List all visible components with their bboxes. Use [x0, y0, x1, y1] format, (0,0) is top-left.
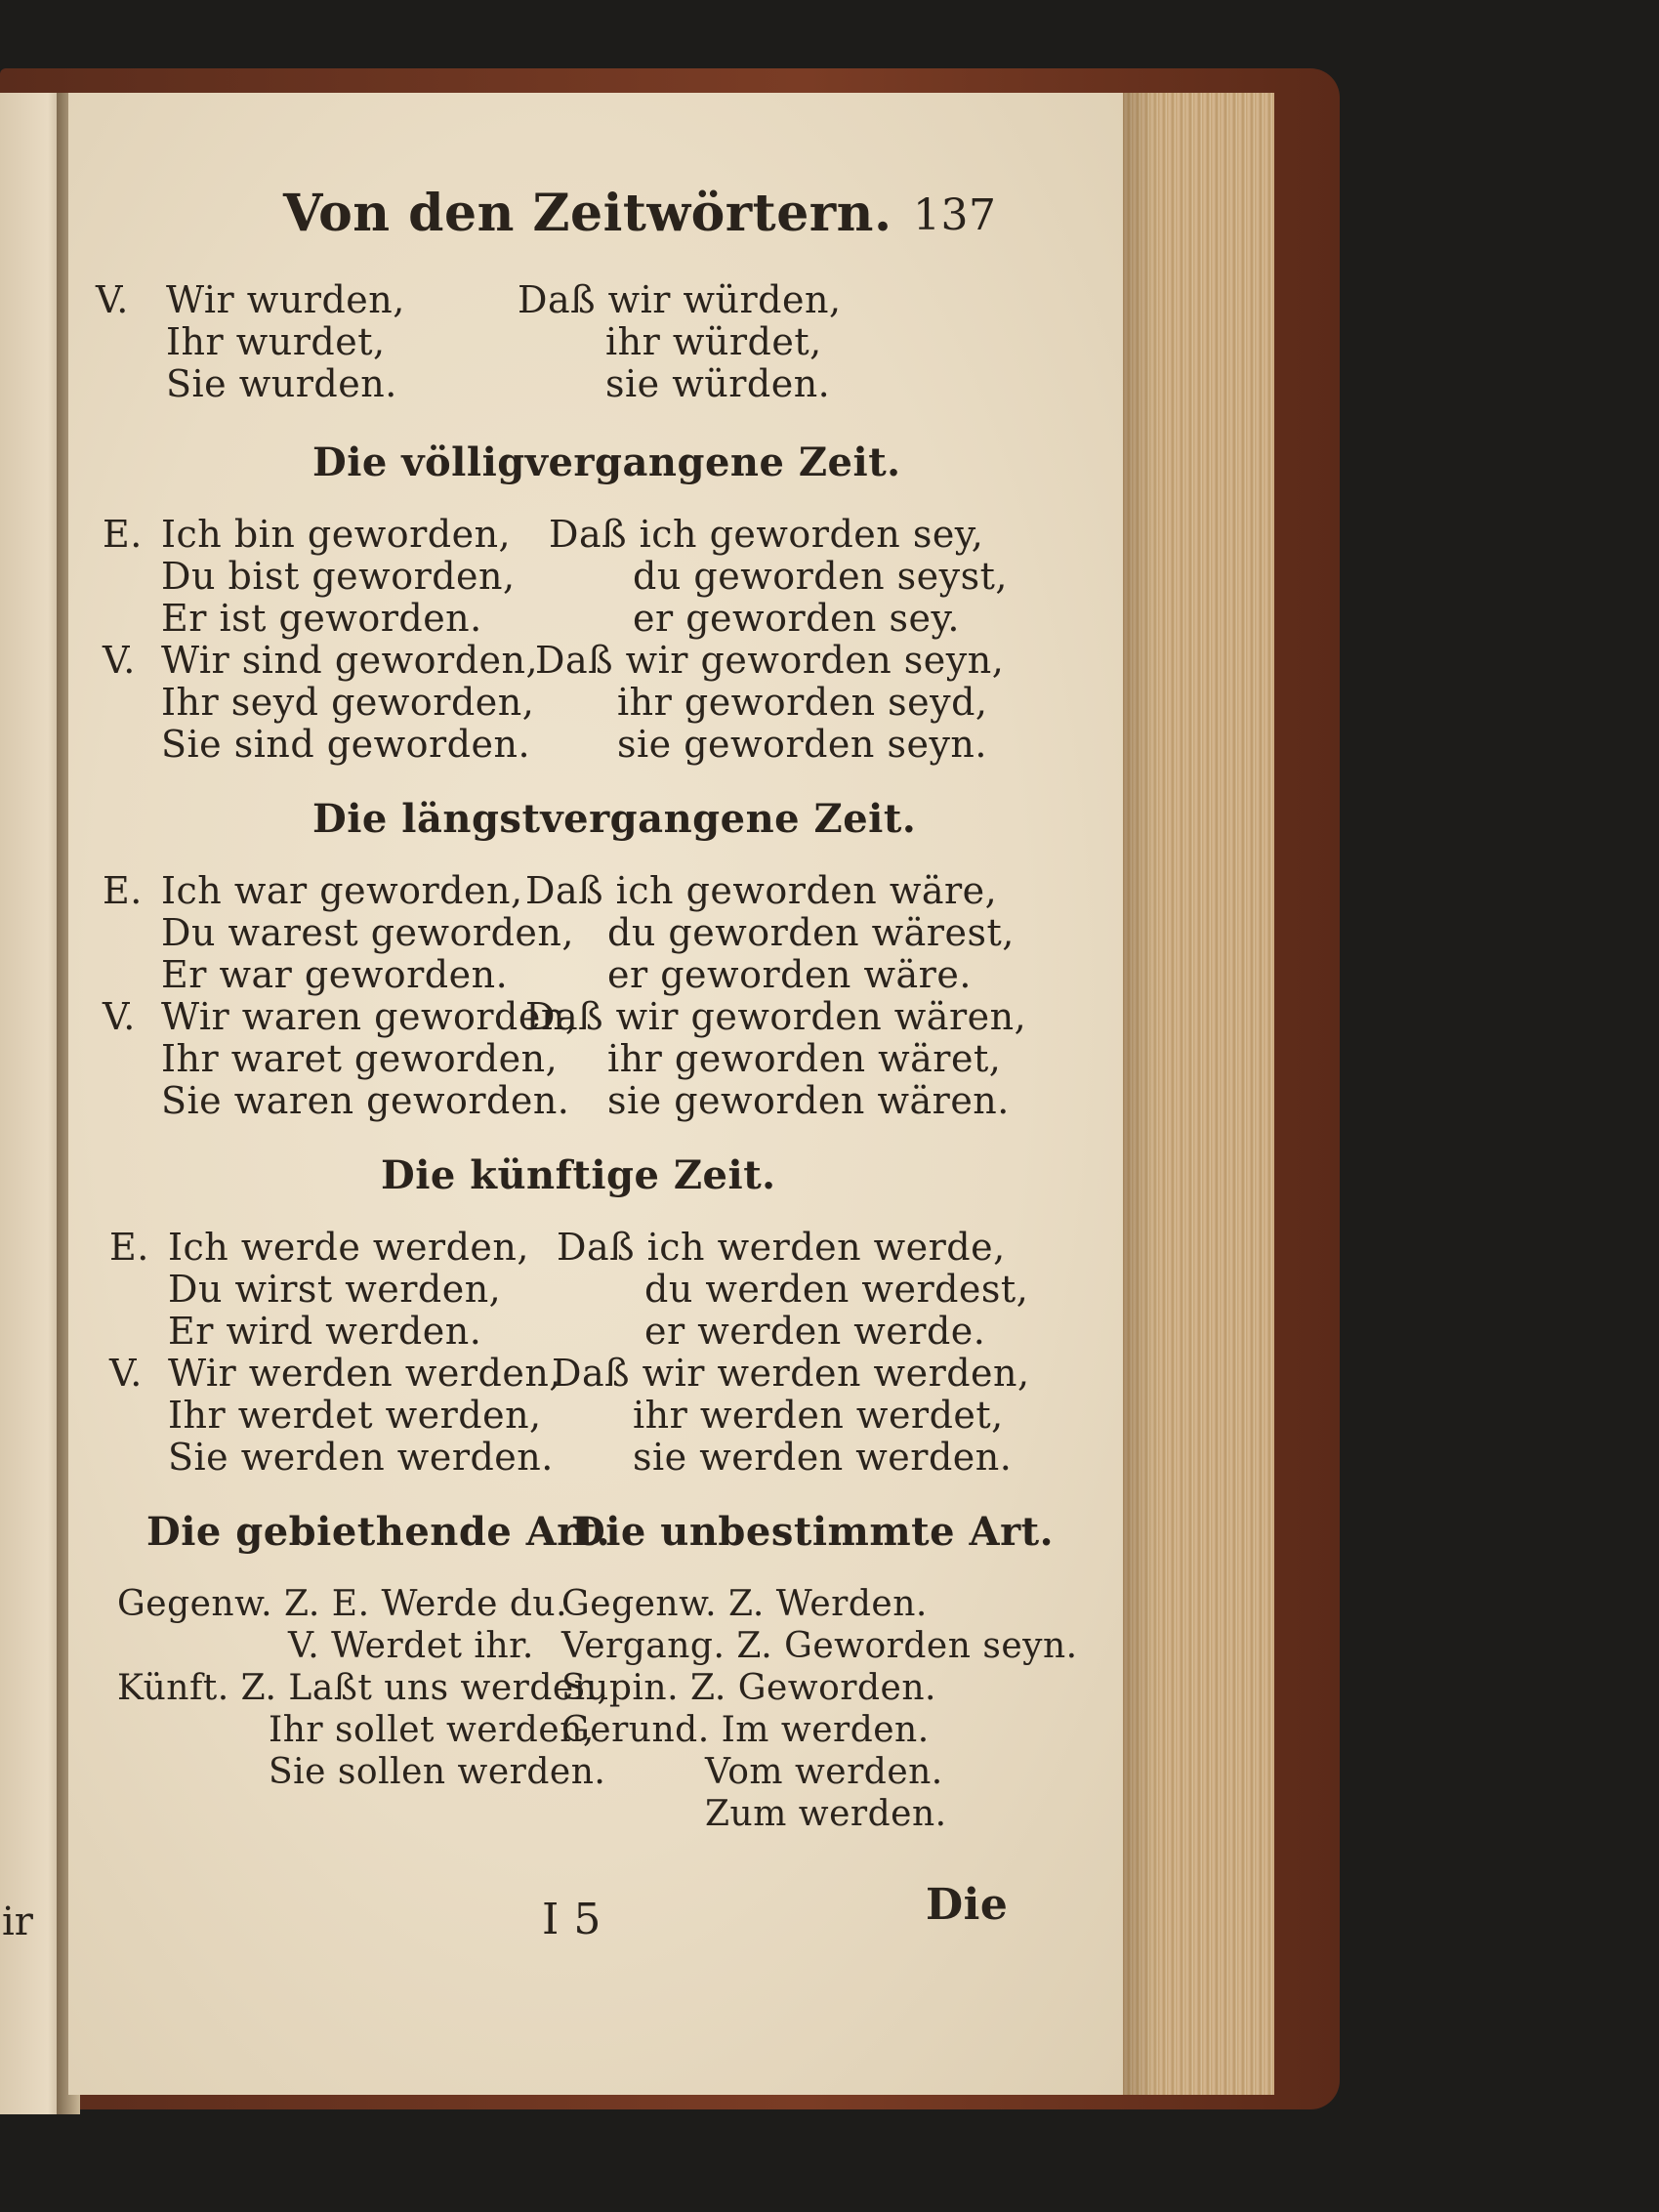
- subjunctive-line: ihr werden werdet,: [633, 1394, 1004, 1437]
- subjunctive-line: Daß wir werden werden,: [552, 1352, 1030, 1395]
- plural-marker: V.: [103, 995, 136, 1038]
- infinitive-line: Gerund. Im werden.: [561, 1710, 930, 1750]
- subjunctive-line: du geworden wärest,: [607, 911, 1015, 954]
- singular-marker: E.: [103, 513, 143, 556]
- conjugation-line: Sie wurden.: [166, 362, 397, 405]
- conjugation-line: Ihr werdet werden,: [168, 1394, 542, 1437]
- conjugation-line: Du bist geworden,: [161, 555, 516, 598]
- conjugation-line: Er wird werden.: [168, 1310, 482, 1353]
- subjunctive-line: ihr geworden seyd,: [617, 681, 988, 724]
- left-page-fragment: ir: [2, 1899, 33, 1944]
- infinitive-line: Vom werden.: [705, 1752, 943, 1792]
- subjunctive-line: sie werden werden.: [633, 1436, 1013, 1479]
- infinitive-line: Zum werden.: [705, 1794, 947, 1834]
- conjugation-line: Wir werden werden,: [168, 1352, 561, 1395]
- section-heading-imperative: Die gebiethende Art.: [146, 1509, 611, 1555]
- conjugation-line: Sie sind geworden.: [161, 723, 531, 766]
- subjunctive-line: sie geworden seyn.: [617, 723, 987, 766]
- infinitive-line: Supin. Z. Geworden.: [561, 1668, 936, 1708]
- plural-marker: V.: [96, 278, 129, 321]
- subjunctive-line: er geworden wäre.: [607, 953, 972, 996]
- catchword: Die: [926, 1880, 1009, 1930]
- subjunctive-line: Daß ich geworden wäre,: [525, 869, 998, 912]
- subjunctive-line: du geworden seyst,: [633, 555, 1008, 598]
- section-heading-perfect: Die völligvergangene Zeit.: [312, 439, 901, 485]
- conjugation-line: Er ist geworden.: [161, 597, 482, 640]
- imperative-line: Ihr sollet werden,: [269, 1710, 595, 1750]
- section-heading-pluperfect: Die längstvergangene Zeit.: [312, 796, 917, 842]
- subjunctive-line: sie geworden wären.: [607, 1079, 1010, 1122]
- imperative-line: Gegenw. Z. E. Werde du.: [117, 1584, 568, 1624]
- subjunctive-line: Daß ich geworden sey,: [549, 513, 984, 556]
- subjunctive-line: ihr geworden wäret,: [607, 1037, 1002, 1080]
- conjugation-line: Ich war geworden,: [161, 869, 523, 912]
- subjunctive-line: er werden werde.: [644, 1310, 986, 1353]
- conjugation-line: Du wirst werden,: [168, 1268, 502, 1311]
- infinitive-line: Vergang. Z. Geworden seyn.: [561, 1626, 1078, 1666]
- plural-marker: V.: [109, 1352, 143, 1395]
- subjunctive-line: Daß wir würden,: [518, 278, 842, 321]
- conjugation-line: Er war geworden.: [161, 953, 509, 996]
- plural-marker: V.: [103, 639, 136, 682]
- page-number: 137: [913, 190, 997, 240]
- conjugation-line: Ich werde werden,: [168, 1226, 529, 1269]
- singular-marker: E.: [103, 869, 143, 912]
- subjunctive-line: sie würden.: [605, 362, 831, 405]
- conjugation-line: Du warest geworden,: [161, 911, 574, 954]
- conjugation-line: Ihr waret geworden,: [161, 1037, 559, 1080]
- conjugation-line: Ihr wurdet,: [166, 320, 386, 363]
- imperative-line: Künft. Z. Laßt uns werden,: [117, 1668, 609, 1708]
- conjugation-line: Wir wurden,: [166, 278, 405, 321]
- subjunctive-line: Daß ich werden werde,: [557, 1226, 1006, 1269]
- conjugation-line: Ihr seyd geworden,: [161, 681, 535, 724]
- section-heading-future: Die künftige Zeit.: [381, 1152, 776, 1198]
- conjugation-line: Wir waren geworden,: [161, 995, 578, 1038]
- subjunctive-line: er geworden sey.: [633, 597, 960, 640]
- conjugation-line: Sie werden werden.: [168, 1436, 554, 1479]
- infinitive-line: Gegenw. Z. Werden.: [561, 1584, 928, 1624]
- imperative-line: V. Werdet ihr.: [288, 1626, 534, 1666]
- running-head-title: Von den Zeitwörtern.: [283, 184, 892, 243]
- singular-marker: E.: [109, 1226, 149, 1269]
- conjugation-line: Ich bin geworden,: [161, 513, 512, 556]
- imperative-line: Sie sollen werden.: [269, 1752, 606, 1792]
- conjugation-line: Wir sind geworden,: [161, 639, 539, 682]
- section-heading-infinitive: Die unbestimmte Art.: [571, 1509, 1055, 1555]
- subjunctive-line: ihr würdet,: [605, 320, 822, 363]
- subjunctive-line: Daß wir geworden wären,: [525, 995, 1027, 1038]
- conjugation-line: Sie waren geworden.: [161, 1079, 570, 1122]
- subjunctive-line: du werden werdest,: [644, 1268, 1029, 1311]
- signature-mark: I 5: [542, 1895, 601, 1944]
- subjunctive-line: Daß wir geworden seyn,: [535, 639, 1005, 682]
